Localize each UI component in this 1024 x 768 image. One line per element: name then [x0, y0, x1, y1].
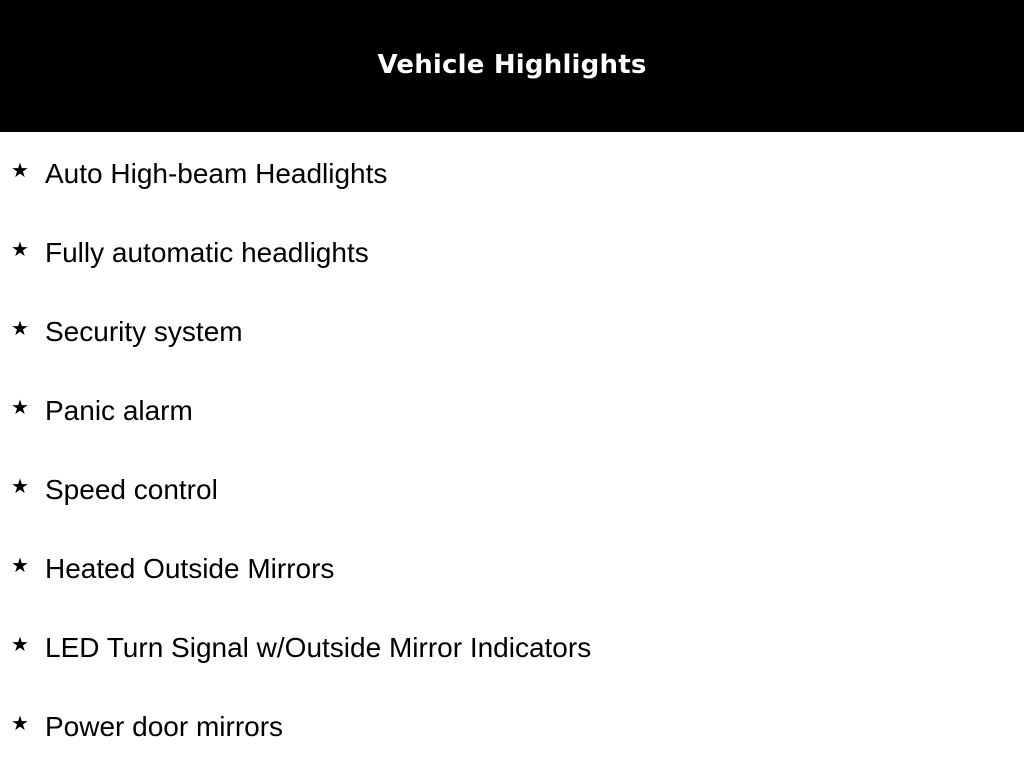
- star-icon: ★: [11, 632, 29, 656]
- page-title: Vehicle Highlights: [377, 50, 647, 80]
- feature-label: Auto High-beam Headlights: [45, 158, 388, 189]
- feature-label: Heated Outside Mirrors: [45, 553, 335, 584]
- feature-label: Power door mirrors: [45, 711, 284, 742]
- star-icon: ★: [11, 316, 29, 340]
- star-icon: ★: [11, 395, 29, 419]
- feature-label: Security system: [45, 316, 243, 347]
- feature-label: LED Turn Signal w/Outside Mirror Indicators: [45, 632, 592, 663]
- feature-label: Panic alarm: [45, 395, 193, 426]
- star-icon: ★: [11, 158, 29, 182]
- feature-label: Speed control: [45, 474, 218, 505]
- star-icon: ★: [11, 474, 29, 498]
- star-icon: ★: [11, 553, 29, 577]
- star-icon: ★: [11, 237, 29, 261]
- feature-label: Fully automatic headlights: [45, 237, 369, 268]
- header-bar: [0, 0, 1024, 132]
- star-icon: ★: [11, 711, 29, 735]
